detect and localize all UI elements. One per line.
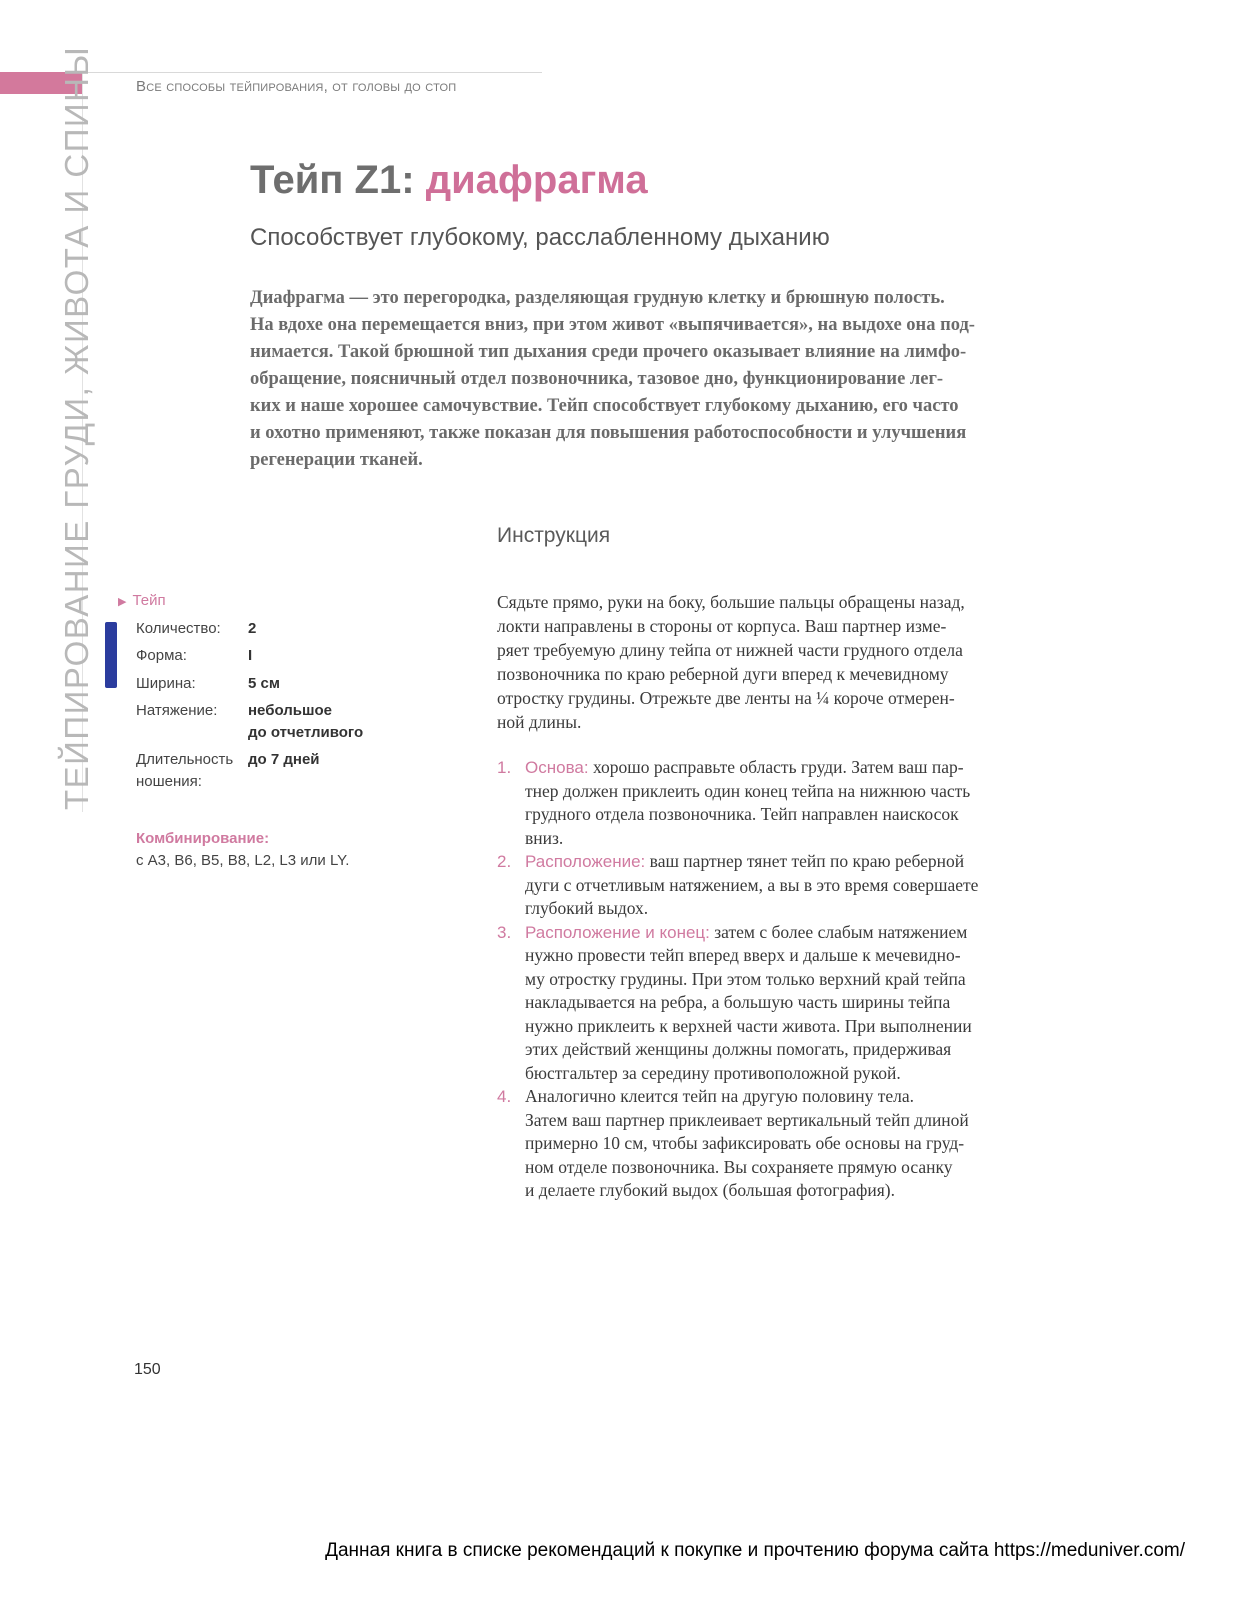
tape-heading-label: Тейп [132,592,166,609]
tape-color-swatch [105,622,117,688]
combination-text: с А3, В6, В5, В8, L2, L3 или LY. [136,852,350,869]
step-3: 3. Расположение и конец: затем с более слабым натяжением нужно провести тейп вперед вверх и дальше к мечевидно- му отростку грудины. При этом только верхний край тейпа накладывается на ребра, а большую часть ширины тейпа нужно приклеить к верхней части живота. При выполнении этих действий женщины должны помогать, придерживая бюстгальтер за середину противоположной рукой. [497,921,972,1083]
title-accent: диафрагма [425,158,648,202]
intro-line: регенерации тканей. [250,450,423,470]
intro-line: На вдохе она перемещается вниз, при этом живот «выпячивается», на выдохе она под- [250,315,975,335]
header-rule [82,72,542,73]
step-4: 4. Аналогично клеится тейп на другую половину тела. Затем ваш партнер приклеивает вертикальный тейп длиной примерно 10 см, чтобы зафиксировать обе основы на груд- ном отделе позвоночника. Вы сохраняете прямую осанку и делаете глубокий выдох (большая фотография). [497,1086,969,1200]
side-section-title: ТЕЙПИРОВАНИЕ ГРУДИ, ЖИВОТА И СПИНЫ [58,45,95,810]
param-shape: Форма: I [136,647,253,664]
page-title [250,158,648,203]
intro-paragraph [250,285,1050,474]
instruction-line: позвоночника по краю реберной дуги вперед к мечевидному [497,664,949,684]
combination-label: Комбинирование: [136,830,270,847]
step-2: 2. Расположение: ваш партнер тянет тейп по краю реберной дуги с отчетливым натяжением, а вы в это время совершаете глубокий выдох. [497,851,979,918]
step-1: 1. Основа: хорошо расправьте область груди. Затем ваш пар- тнер должен приклеить один конец тейпа на нижнюю часть грудного отдела позвоночника. Тейп направлен наискосок вниз. [497,757,971,848]
page-subtitle: Способствует глубокому, расслабленному дыханию [250,224,830,251]
intro-line: ких и наше хорошее самочувствие. Тейп способствует глубокому дыханию, его часто [250,396,959,416]
param-width: Ширина: 5 см [136,675,280,692]
instruction-line: локти направлены в стороны от корпуса. Ваш партнер изме- [497,616,947,636]
intro-line: Диафрагма — это перегородка, разделяющая грудную клетку и брюшную полость. [250,288,945,308]
intro-line: обращение, поясничный отдел позвоночника, тазовое дно, функционирование лег- [250,369,944,389]
intro-line: нимается. Такой брюшной тип дыхания среди прочего оказывает влияние на лимфо- [250,342,967,362]
footer-notice: Данная книга в списке рекомендаций к покупке и прочтению форума сайта https://meduniver.com/ [325,1540,1185,1561]
param-quantity: Количество: 2 [136,620,257,637]
triangle-right-icon: ▶ [118,596,127,608]
instruction-heading: Инструкция [497,524,611,547]
intro-line: и охотно применяют, также показан для повышения работоспособности и улучшения [250,423,967,443]
instruction-line: ряет требуемую длину тейпа от нижней части грудного отдела [497,640,963,660]
running-head: Все способы тейпирования, от головы до стоп [136,78,457,95]
page-number: 150 [134,1361,161,1378]
instruction-line: ной длины. [497,712,582,732]
param-duration: Длительность ношения:до 7 дней [136,751,320,790]
param-tension: Натяжение: небольшое до отчетливого [136,702,364,741]
instruction-line: Сядьте прямо, руки на боку, большие пальцы обращены назад, [497,592,965,612]
tape-params-heading [118,592,166,609]
instruction-steps [497,756,1077,1203]
title-prefix: Тейп Z1: [250,158,415,202]
instruction-intro [497,590,1057,734]
instruction-line: отростку грудины. Отрежьте две ленты на ¼ короче отмерен- [497,688,955,708]
